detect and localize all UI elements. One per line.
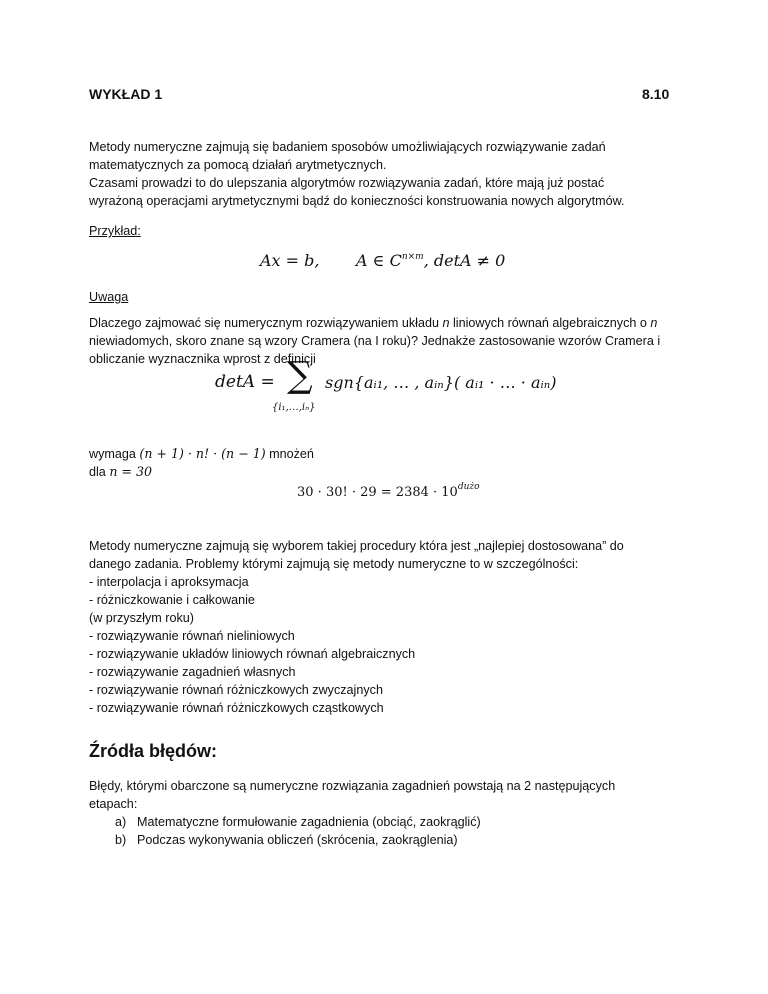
note-paragraph (89, 314, 689, 368)
requires-label: wymaga (89, 447, 140, 461)
lecture-title: WYKŁAD 1 (89, 86, 163, 102)
note-text: liniowych równań algebraicznych o (449, 316, 651, 330)
methods-line: Metody numeryczne zajmują się wyborem takiej procedury która jest „najlepiej dostosowana” do (89, 539, 624, 553)
calc-superscript: dużo (457, 482, 480, 492)
list-marker: a) (115, 815, 127, 829)
errors-list-item (115, 813, 695, 831)
methods-paragraph (89, 537, 699, 717)
for-label: dla (89, 465, 110, 479)
errors-list-item (115, 831, 695, 849)
for-line (89, 463, 152, 481)
example-matrix-condition (356, 251, 505, 270)
example-equation: Ax = b, (260, 251, 320, 270)
methods-item: - interpolacja i aproksymacja (89, 575, 249, 589)
intro-line: matematycznych za pomocą działań arytmetycznych. (89, 158, 387, 172)
formula-lhs: detA = (215, 372, 275, 392)
eq-part: A ∈ C (356, 251, 402, 270)
intro-line: Metody numeryczne zajmują się badaniem sposobów umożliwiających rozwiązywanie zadań (89, 140, 606, 154)
list-marker: b) (115, 833, 127, 847)
calc-expr: 30 · 30! · 29 = 2384 · 10 (297, 485, 458, 500)
note-line (89, 314, 689, 332)
requires-line (89, 445, 314, 463)
methods-item: - rozwiązywanie równań różniczkowych zwyczajnych (89, 683, 383, 697)
note-text: Dlaczego zajmować się numerycznym rozwiązywaniem układu (89, 316, 443, 330)
note-var: n (650, 316, 658, 330)
sum-index: {i₁,…,iₙ} (272, 402, 316, 413)
requires-suffix: mnożeń (265, 447, 314, 461)
methods-item: - rozwiązywanie układów liniowych równań algebraicznych (89, 647, 416, 661)
list-text: Podczas wykonywania obliczeń (skrócenia, zaokrąglenia) (137, 833, 458, 847)
methods-item: - różniczkowanie i całkowanie (89, 593, 255, 607)
errors-paragraph (89, 777, 699, 813)
errors-line: Błędy, którymi obarczone są numeryczne rozwiązania zagadnień powstają na 2 następujących (89, 779, 616, 793)
methods-line: danego zadania. Problemy którymi zajmują się metody numeryczne to w szczególności: (89, 557, 579, 571)
note-label: Uwaga (89, 290, 129, 304)
note-line: obliczanie wyznacznika wprost z definicji (89, 352, 316, 366)
intro-paragraph (89, 138, 689, 210)
intro-line: Czasami prowadzi to do ulepszania algorytmów rozwiązywania zadań, które mają już postać (89, 176, 605, 190)
requires-expr: (n + 1) · n! · (n − 1) (139, 446, 266, 461)
sum-symbol: ∑ (287, 355, 313, 396)
example-label: Przykład: (89, 224, 141, 238)
list-text: Matematyczne formułowanie zagadnienia (obciąć, zaokrąglić) (137, 815, 481, 829)
lecture-date: 8.10 (642, 86, 670, 102)
methods-item: - rozwiązywanie równań różniczkowych cząstkowych (89, 701, 384, 715)
note-line: niewiadomych, skoro znane są wzory Cramera (na I roku)? Jednakże zastosowanie wzorów Cramera i (89, 334, 661, 348)
for-expr: n = 30 (109, 464, 153, 479)
errors-line: etapach: (89, 797, 138, 811)
methods-item: - rozwiązywanie równań nieliniowych (89, 629, 295, 643)
eq-superscript: n×m (401, 252, 424, 262)
errors-heading: Źródła błędów: (89, 741, 217, 761)
calc-line (297, 482, 480, 500)
methods-item: (w przyszłym roku) (89, 611, 194, 625)
eq-part: , detA ≠ 0 (423, 251, 506, 270)
formula-body: sgn{aᵢ₁, … , aᵢₙ}( aᵢ₁ · … · aᵢₙ) (325, 373, 557, 392)
methods-item: - rozwiązywanie zagadnień własnych (89, 665, 296, 679)
errors-list (115, 813, 695, 849)
intro-line: wyrażoną operacjami arytmetycznymi bądź do konieczności konstruowania nowych algorytmów. (89, 194, 625, 208)
note-var: n (442, 316, 450, 330)
